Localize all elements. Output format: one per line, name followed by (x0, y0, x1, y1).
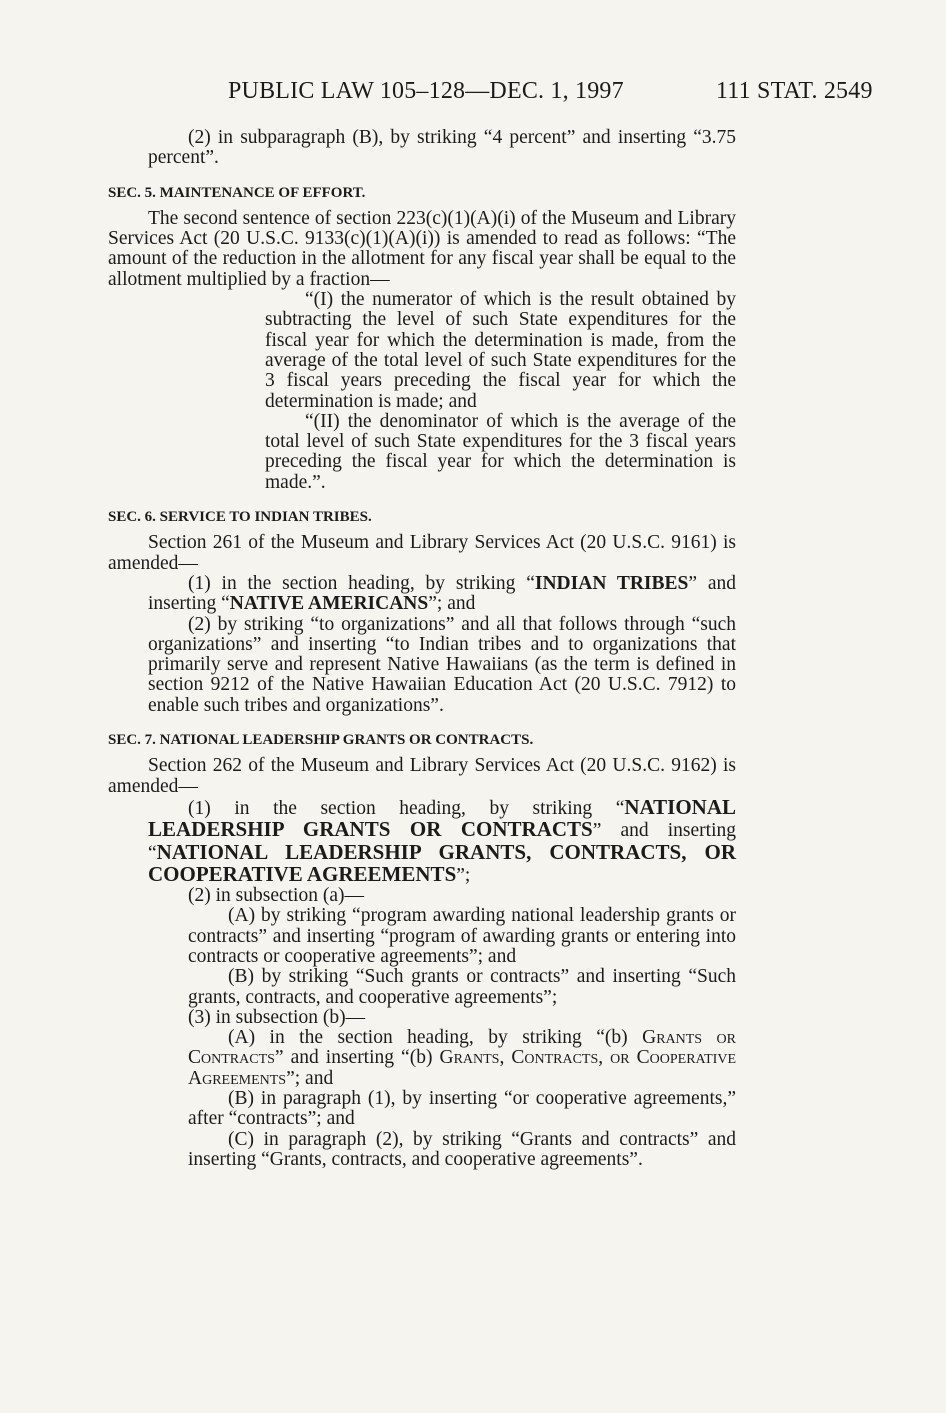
sec7-item3A-text-a: (A) in the section heading, by striking “(b) (228, 1027, 643, 1049)
sec7-item-1 (108, 794, 736, 886)
sec7-item3A-text-c: ” and inserting “(b) (274, 1047, 440, 1069)
sec7-item-2A: (A) by striking “program awarding national leadership grants or contracts” and inserting “program of awarding grants or entering into contracts or cooperative agreements”; and (188, 905, 736, 967)
sec7-item1-text-a: (1) in the section heading, by striking “ (188, 797, 625, 819)
sec7-item-3B: (B) in paragraph (1), by inserting “or cooperative agreements,” after “contracts”; and (188, 1088, 736, 1130)
sec6-item1-struck-heading: INDIAN TRIBES (534, 572, 689, 594)
sec7-item1-text-c: ” and inserting “ (148, 820, 736, 864)
paragraph-sub-b: (2) in subparagraph (B), by striking “4 percent” and inserting “3.75 percent”. (148, 127, 736, 169)
sec6-item-1 (108, 574, 736, 615)
sec7-item-2B: (B) by striking “Such grants or contracts” and inserting “Such grants, contracts, and cooperative agreements”; (188, 966, 736, 1008)
sec5-intro: The second sentence of section 223(c)(1)(A)(i) of the Museum and Library Services Act (20 U.S.C. 9133(c)(1)(A)(i)) is amended to read as follows: “The amount of the reduction in the allotment for any fiscal year shall be equal to the allotment multiplied by a fraction— (108, 207, 736, 290)
sec7-intro: Section 262 of the Museum and Library Services Act (20 U.S.C. 9162) is amended— (108, 755, 736, 797)
running-header-page: 111 STAT. 2549 (716, 78, 873, 104)
sec7-item-3A (108, 1028, 736, 1089)
sec7-item3A-text-e: ”; and (286, 1067, 334, 1089)
sec7-item1-text-e: ”; (456, 864, 471, 886)
sec7-item1-struck-heading: NATIONAL LEADERSHIP GRANTS OR CONTRACTS (148, 794, 736, 842)
sec6-heading: SEC. 6. SERVICE TO INDIAN TRIBES. (108, 509, 372, 526)
sec6-intro: Section 261 of the Museum and Library Services Act (20 U.S.C. 9161) is amended— (108, 532, 736, 574)
sec6-item1-text-a: (1) in the section heading, by striking “ (188, 572, 535, 594)
body-text (108, 128, 736, 1170)
sec7-item1-inserted-heading: NATIONAL LEADERSHIP GRANTS, CONTRACTS, OR COOPERATIVE AGREEMENTS (148, 839, 736, 886)
sec7-item3A-struck-heading: Grants or Contracts (188, 1027, 737, 1069)
sec7-item-3C: (C) in paragraph (2), by striking “Grants and contracts” and inserting “Grants, contracts, and cooperative agreements”. (188, 1128, 736, 1170)
sec5-clause-2: “(II) the denominator of which is the average of the total level of such State expenditures for the 3 fiscal years preceding the fiscal year for which the determination is made.”. (265, 410, 736, 493)
sec6-item-2: (2) by striking “to organizations” and all that follows through “such organizations” and inserting “to Indian tribes and to organizations that primarily serve and represent Native Hawaiians (as the term is defined in section 9212 of the Native Hawaiian Education Act (20 U.S.C. 7912) to enable such tribes and organizations”. (148, 613, 736, 716)
sec6-item1-inserted-heading: NATIVE AMERICANS (229, 593, 429, 615)
sec5-clause-1: “(I) the numerator of which is the result obtained by subtracting the level of such State expenditures for the fiscal year for which the determination is made, from the average of the total level of such State expenditures for the 3 fiscal years preceding the fiscal year for which the determination is made; and (265, 289, 736, 412)
sec7-item-2: (2) in subsection (a)— (188, 885, 364, 907)
sec6-item1-text-e: ”; and (428, 593, 476, 615)
sec5-heading: SEC. 5. MAINTENANCE OF EFFORT. (108, 184, 366, 201)
sec7-heading: SEC. 7. NATIONAL LEADERSHIP GRANTS OR CONTRACTS. (108, 732, 534, 749)
sec6-item1-text-c: ” and inserting “ (148, 572, 736, 615)
sec5-quoted-block (108, 290, 736, 493)
sec7-item-3: (3) in subsection (b)— (188, 1006, 366, 1028)
sec7-item3A-inserted-heading: Grants, Contracts, or Cooperative Agreements (188, 1047, 736, 1089)
running-header-title: PUBLIC LAW 105–128—DEC. 1, 1997 (228, 78, 624, 104)
